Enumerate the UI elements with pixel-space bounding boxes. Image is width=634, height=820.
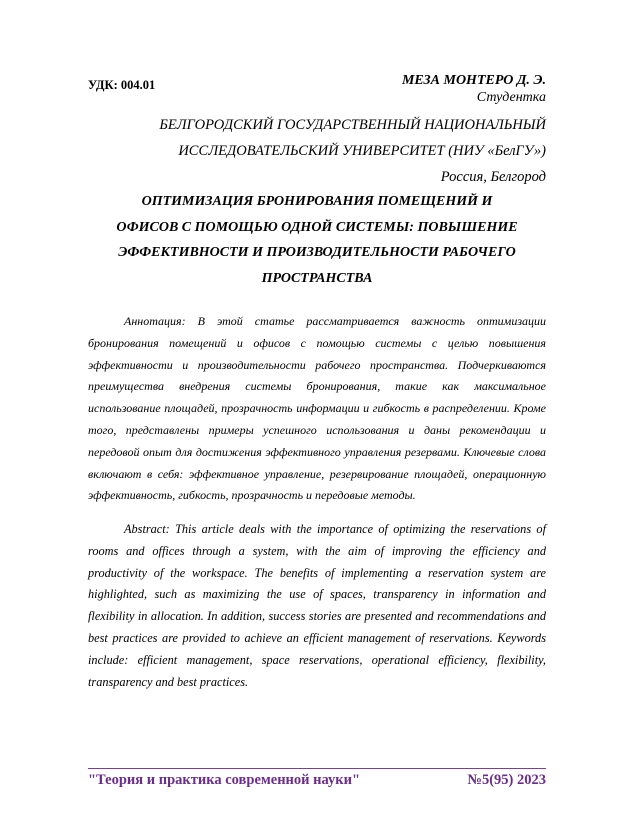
author-name: МЕЗА МОНТЕРО Д. Э. bbox=[401, 73, 546, 88]
abstract-english: Abstract: This article deals with the importance of optimizing the reservations of rooms and offices through a system, with the aim of improving the efficiency and productivity of the workspace. The benefits of implementing a reservation system are highlighted, such as maximizing the use of spaces, transparency in information and flexibility in allocation. In addition, success stories are presented and recommendations and best practices are provided to achieve an efficient management of reservations. Keywords include: efficient management, space reservations, operational efficiency, flexibility, transparency and best practices. bbox=[88, 522, 546, 689]
affiliation-line-2: ИССЛЕДОВАТЕЛЬСКИЙ УНИВЕРСИТЕТ (НИУ «БелГУ») bbox=[178, 143, 546, 159]
author-location: Россия, Белгород bbox=[440, 169, 546, 185]
title-line-1: ОПТИМИЗАЦИЯ БРОНИРОВАНИЯ ПОМЕЩЕНИЙ И bbox=[141, 194, 493, 209]
abstract-russian: Аннотация: В этой статье рассматривается важность оптимизации бронирования помещений и офисов с помощью системы с целью повышения эффективности и производительности рабочего пространства. Подчеркиваются преимущества внедрения системы бронирования, такие как максимальное использование площадей, прозрачность информации и гибкость в распределении. Кроме того, представлены примеры успешного использования и даны рекомендации и передовой опыт для достижения эффективного управления резервами. Ключевые слова включают в себя: эффективное управление, резервирование площадей, операционную эффективность, гибкость, прозрачность и передовые методы. bbox=[88, 314, 546, 503]
article-title bbox=[100, 189, 534, 291]
footer-journal-name: "Теория и практика современной науки" bbox=[88, 772, 361, 788]
udk-code: УДК: 004.01 bbox=[88, 78, 156, 92]
title-line-2: ОФИСОВ С ПОМОЩЬЮ ОДНОЙ СИСТЕМЫ: ПОВЫШЕНИЕ bbox=[116, 219, 518, 235]
title-line-4: ПРОСТРАНСТВА bbox=[261, 270, 373, 286]
footer-issue-number: №5(95) 2023 bbox=[467, 772, 546, 788]
author-role: Студентка bbox=[476, 90, 546, 105]
title-line-3: ЭФФЕКТИВНОСТИ И ПРОИЗВОДИТЕЛЬНОСТИ РАБОЧЕГО bbox=[118, 245, 516, 260]
footer-divider bbox=[88, 768, 546, 769]
affiliation-line-1: БЕЛГОРОДСКИЙ ГОСУДАРСТВЕННЫЙ НАЦИОНАЛЬНЫЙ bbox=[159, 117, 546, 133]
